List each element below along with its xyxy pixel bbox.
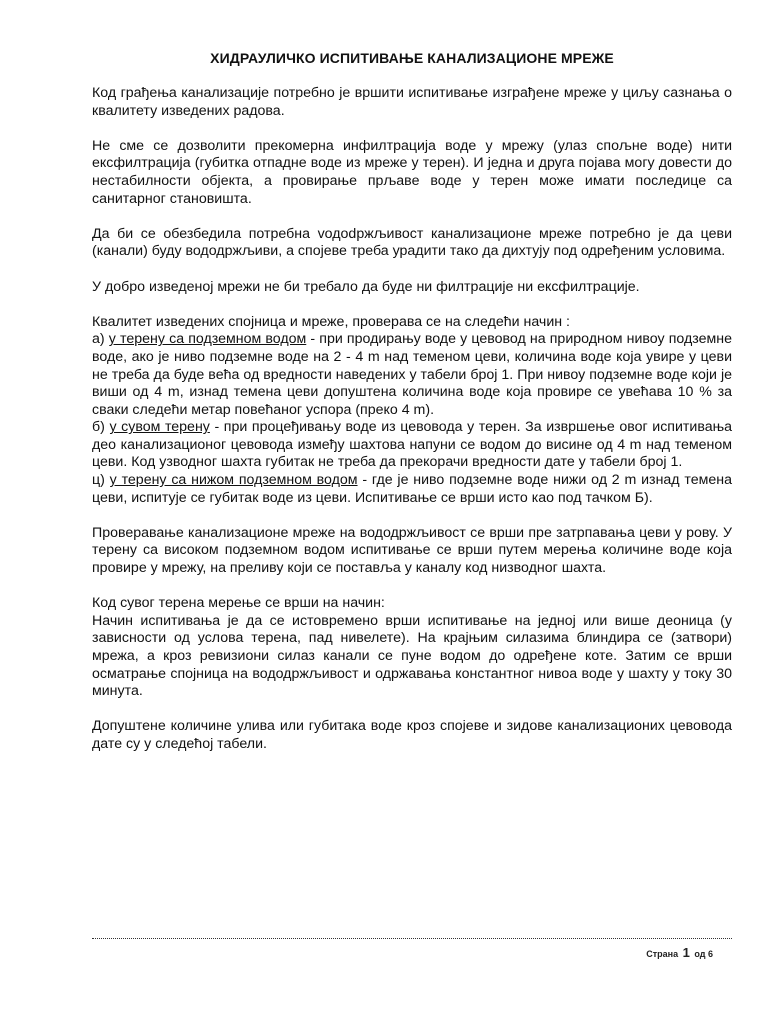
dry-terrain-text: Начин испитивања је да се истовремено врши испитивање на једној или више деоница (у зависности од услова терена, пад нивелете). На крајњим силазима блиндира се (затвори) мрежа, а кроз ревизиони силаз канали се пуне водом до одређене коте. Затим се врши осматрање спојница на вододржљивост и одржавања константног нивоа воде у шахту у току 30 минута.	[92, 612, 732, 700]
list-item-a-text: - при продирању воде у цевовод на природном нивоу подземне воде, ако је ниво подземне воде на 2 - 4 m над теменом цеви, количина воде која увире у цеви не треба да буде већа од вредности наведених у табели број 1. При нивоу подземне воде који је виши од 4 m, изнад темена цеви допуштена количина воде која провире се увећава 10 % за сваки следећи метар повећаног успора (преко 4 m).	[92, 331, 732, 418]
paragraph-infiltration: Не сме се дозволити прекомерна инфилтрација воде у мрежу (улаз спољне воде) нити ексфилтрација (губитка отпадне воде из мреже у терен). И једна и друга појава могу довести до нестабилности објекта, а провирање прљаве воде у терен може имати последице са санитарног становишта.	[92, 137, 732, 207]
paragraph-verification: Проверавање канализационе мреже на вододржљивост се врши пре затрпавања цеви у рову. У терену са високом подземном водом испитивање се врши путем мерења количине воде која провире у мрежу, на преливу који се поставља у каналу код низводног шахта.	[92, 524, 732, 577]
paragraph-allowed-quantities: Допуштене количине улива или губитака воде кроз спојеве и зидове канализационих цевовода дате су у следећој табели.	[92, 718, 732, 752]
page-footer	[646, 945, 713, 960]
paragraph-dry-terrain	[92, 595, 732, 701]
page-title: ХИДРАУЛИЧКО ИСПИТИВАЊЕ КАНАЛИЗАЦИОНЕ МРЕЖЕ	[210, 50, 614, 66]
list-item-b-text: - при процеђивању воде из цевовода у терен. За извршење овог испитивања део канализационог цевовода између шахтова напуни се водом до висине од 4 m над теменом цеви. Код узводног шахта губитак не треба да прекорачи вредности дате у табели број 1.	[92, 419, 732, 471]
list-item-a-label: у терену са подземном водом	[108, 331, 307, 348]
paragraph-no-filtration: У добро изведеној мрежи не би требало да буде ни филтрације ни ексфилтрације.	[92, 278, 640, 295]
paragraph-quality-check	[92, 314, 732, 508]
list-item-b-prefix: б)	[92, 419, 110, 436]
dry-terrain-intro: Код сувог терена мерење се врши на начин:	[92, 595, 385, 612]
paragraph-watertightness: Да би се обезбедила потребна vодоdржљивост канализационе мреже потребно је да цеви (канали) буду вододржљиви, а спојеве треба урадити тако да дихтују под одређеним условима.	[92, 225, 732, 260]
list-item-c	[92, 472, 732, 507]
list-item-b-label: у сувом терену	[109, 419, 210, 436]
footer-page-number: 1	[682, 945, 690, 960]
list-item-c-label: у терену са нижом подземном водом	[109, 472, 358, 489]
document-page	[92, 48, 732, 771]
list-item-c-text: - где је ниво подземне воде нижи од 2 m изнад темена цеви, испитује се губитак воде из цеви. Испитивање се врши исто као под тачком Б).	[92, 472, 732, 506]
list-item-b	[92, 419, 732, 472]
list-item-a-prefix: а)	[92, 331, 109, 348]
footer-page-label: Страна	[646, 949, 679, 959]
paragraph-intro: Код грађења канализације потребно је вршити испитивање изграђене мреже у циљу сазнања о квалитету изведених радова.	[92, 85, 732, 119]
footer-total-pages: 6	[707, 949, 713, 959]
list-item-c-prefix: ц)	[92, 472, 110, 489]
list-item-a	[92, 331, 732, 419]
footer-divider	[92, 938, 732, 939]
footer-of-label: од	[694, 949, 706, 959]
quality-check-intro: Квалитет изведених спојница и мреже, проверава се на следећи начин :	[92, 313, 570, 330]
